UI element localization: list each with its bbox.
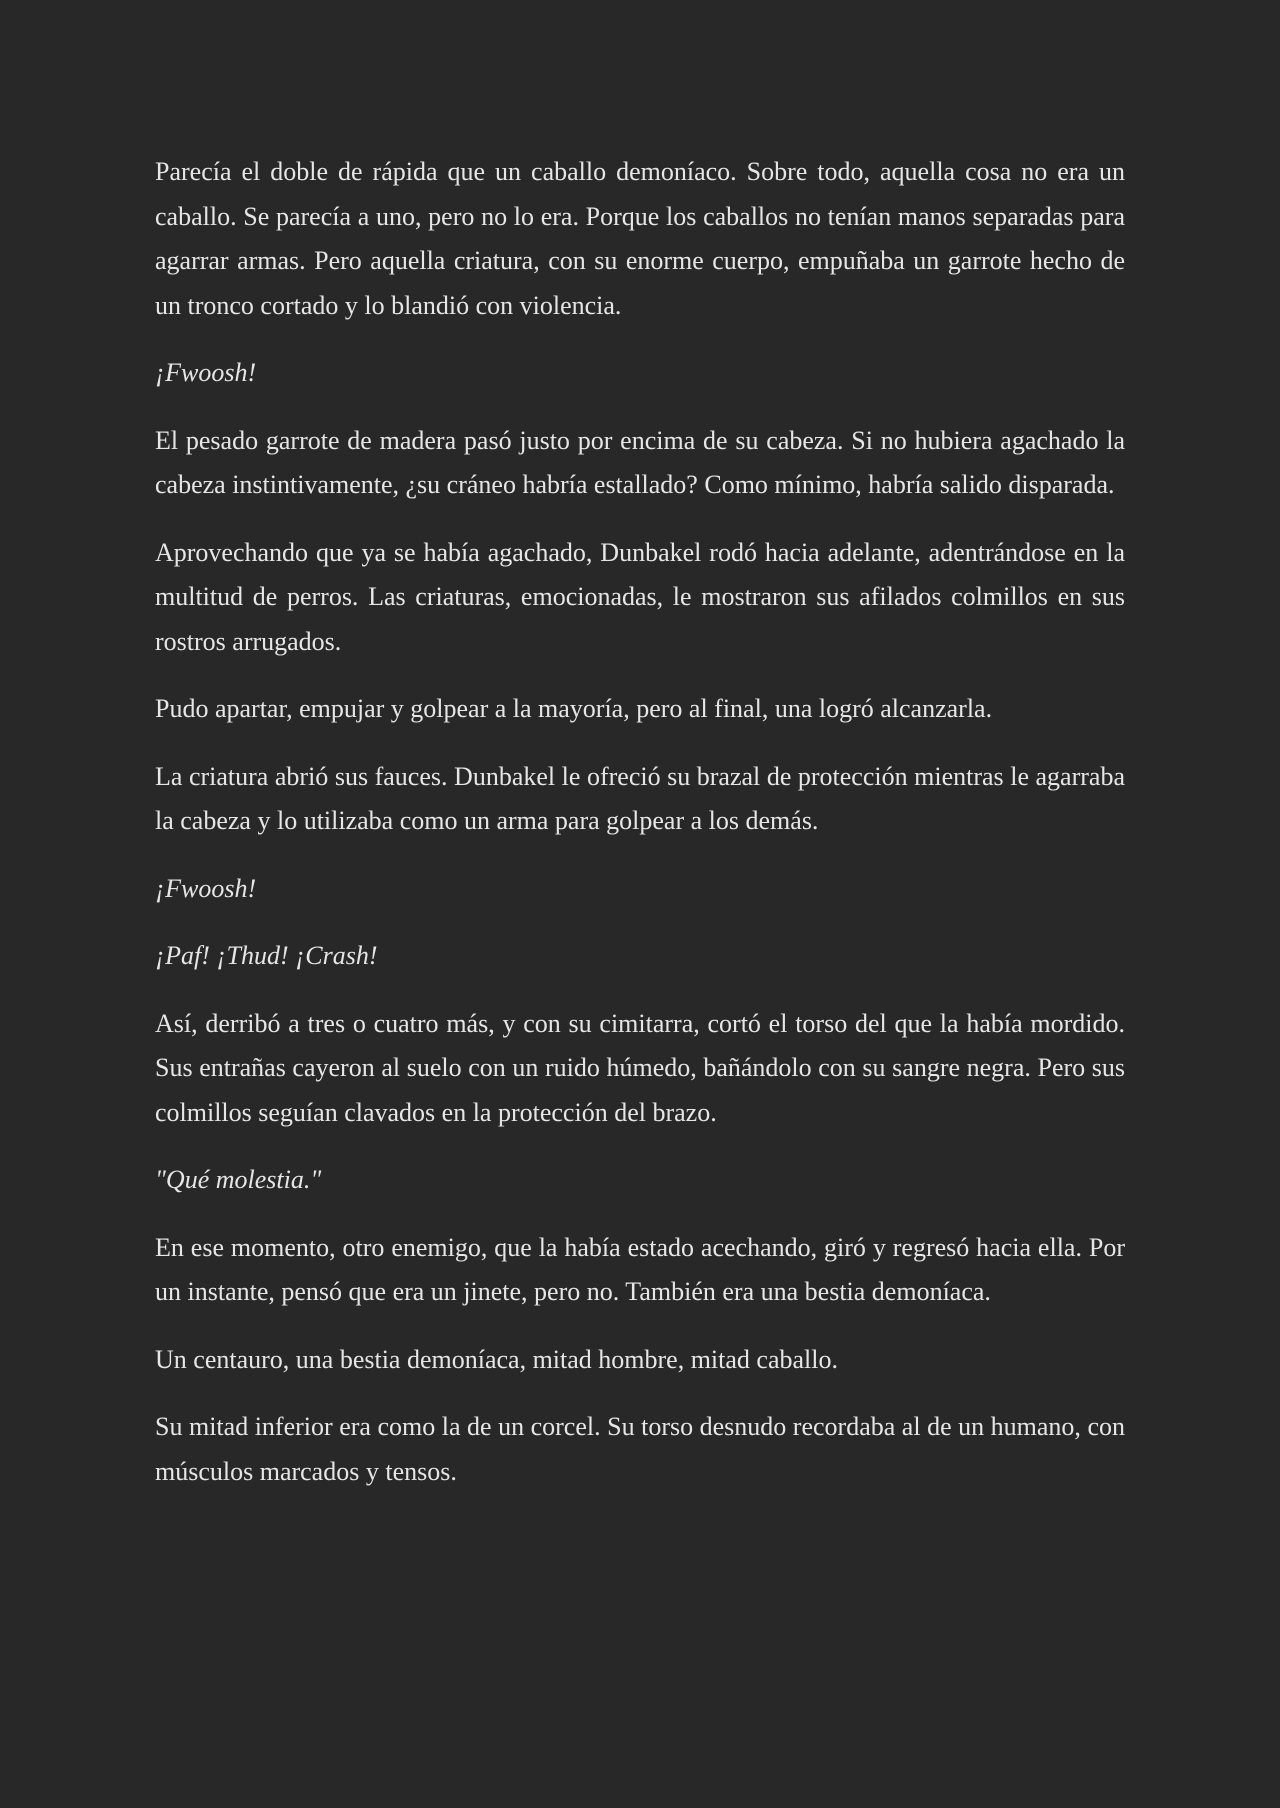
paragraph: La criatura abrió sus fauces. Dunbakel le ofreció su brazal de protección mientras le agarraba la cabeza y lo utilizaba como un arma para golpear a los demás. (155, 761, 1125, 835)
paragraph: ¡Fwoosh! (155, 358, 257, 387)
paragraph: Pudo apartar, empujar y golpear a la mayoría, pero al final, una logró alcanzarla. (155, 694, 993, 723)
paragraph: ¡Paf! ¡Thud! ¡Crash! (155, 941, 378, 970)
paragraph: "Qué molestia." (155, 1165, 322, 1194)
paragraph: Parecía el doble de rápida que un caballo demoníaco. Sobre todo, aquella cosa no era un caballo. Se parecía a uno, pero no lo era. Porque los caballos no tenían manos separadas para agarrar armas. Pero aquella criatura, con su enorme cuerpo, empuñaba un garrote hecho de un tronco cortado y lo blandió con violencia. (155, 157, 1125, 320)
paragraph: El pesado garrote de madera pasó justo por encima de su cabeza. Si no hubiera agachado la cabeza instintivamente, ¿su cráneo habría estallado? Como mínimo, habría salido disparada. (155, 425, 1125, 499)
paragraph: Aprovechando que ya se había agachado, Dunbakel rodó hacia adelante, adentrándose en la multitud de perros. Las criaturas, emocionadas, le mostraron sus afilados colmillos en sus rostros arrugados. (155, 537, 1125, 656)
paragraph: Su mitad inferior era como la de un corcel. Su torso desnudo recordaba al de un humano, con músculos marcados y tensos. (155, 1412, 1125, 1486)
paragraph: Un centauro, una bestia demoníaca, mitad hombre, mitad caballo. (155, 1344, 838, 1374)
paragraph: ¡Fwoosh! (155, 873, 257, 903)
paragraph: En ese momento, otro enemigo, que la había estado acechando, giró y regresó hacia ella. Por un instante, pensó que era un jinete, pero no. También era una bestia demoníaca. (155, 1232, 1125, 1306)
paragraph: Así, derribó a tres o cuatro más, y con su cimitarra, cortó el torso del que la había mordido. Sus entrañas cayeron al suelo con un ruido húmedo, bañándolo con su sangre negra. Pero sus colmillos seguían clavados en la protección del brazo. (155, 1008, 1125, 1127)
